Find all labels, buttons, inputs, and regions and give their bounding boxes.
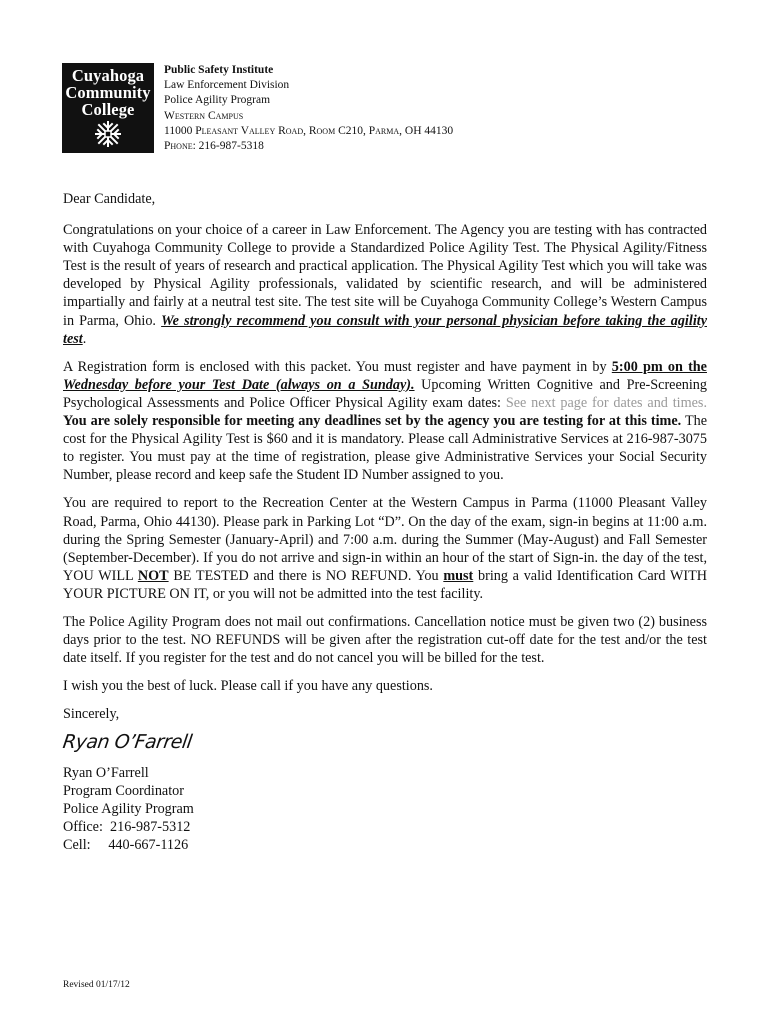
paragraph-reporting <box>63 494 707 603</box>
paragraph-good-luck: I wish you the best of luck. Please call if you have any questions. <box>63 678 433 695</box>
division-name: Law Enforcement Division <box>164 79 290 92</box>
reporting-text-c: bring a valid Identification Card WITH YOUR PICTURE ON IT, or you will not be admitted into the test facility. <box>63 567 707 602</box>
signer-title: Program Coordinator <box>63 782 184 799</box>
program-name: Police Agility Program <box>164 94 271 107</box>
closing: Sincerely, <box>63 706 120 723</box>
letterhead <box>164 63 453 154</box>
registration-text-b: Upcoming Written Cognitive and Pre-Screening Psychological Assessments and Police Officer Physical Agility exam dates: <box>63 376 707 411</box>
registration-text-a: A Registration form is enclosed with this packet. You must register and have payment in by <box>63 358 612 375</box>
signature: Ryan O’Farrell <box>61 731 194 754</box>
intro-end: . <box>82 330 87 347</box>
reporting-text-b: BE TESTED and there is NO REFUND. You <box>168 567 444 584</box>
org-name: Public Safety Institute <box>164 64 274 76</box>
deadline-time: 5:00 pm on the <box>611 358 707 375</box>
letter-body <box>63 190 707 854</box>
revision-date: Revised 01/17/12 <box>63 980 130 990</box>
cell-phone: Cell: 440-667-1126 <box>63 836 189 853</box>
campus-name: Western Campus <box>164 109 244 122</box>
reporting-text-a: You are required to report to the Recreation Center at the Western Campus in Parma (11000 Pleasant Valley Road, Parma, Ohio 44130). Please park in Parking Lot “D”. On the day of the exam, sign-in begins at 11:00 a.m. during the Spring Semester (January-April) and 7:00 a.m. during the Summer (May-August) and Fall Semester (September-December). If you do not arrive and sign-in within an hour of the start of Sign-in. the day of the test, YOU WILL <box>63 495 707 584</box>
logo-line-3: College <box>81 100 135 119</box>
campus-address: 11000 Pleasant Valley Road, Room C210, Parma, OH 44130 <box>164 124 454 137</box>
salutation: Dear Candidate, <box>63 191 156 207</box>
signer-name: Ryan O’Farrell <box>63 764 149 781</box>
deadline-day: Wednesday before your Test Date (always on a Sunday). <box>63 376 415 393</box>
logo-line-1: Cuyahoga <box>71 66 145 85</box>
must-emphasis: must <box>443 567 474 584</box>
office-phone: Office: 216-987-5312 <box>63 818 191 835</box>
signer-program: Police Agility Program <box>63 800 194 817</box>
not-emphasis: NOT <box>137 567 169 584</box>
registration-text-c: The cost for the Physical Agility Test is $60 and it is mandatory. Please call Administrative Services at 216-987-3075 to register. You must pay at the time of registration, please give Administrative Services your Social Security Number, please record and keep safe the Student ID Number assigned to you. <box>63 413 707 484</box>
college-logo <box>62 63 154 153</box>
campus-phone: Phone: 216-987-5318 <box>164 140 264 153</box>
see-next-page-note: See next page for dates and times. <box>505 394 708 411</box>
signature-block <box>63 764 707 854</box>
paragraph-registration <box>63 358 707 485</box>
physician-recommendation: We strongly recommend you consult with your personal physician before taking the agility test <box>63 312 707 347</box>
paragraph-cancellation: The Police Agility Program does not mail out confirmations. Cancellation notice must be given two (2) business days prior to the test. NO REFUNDS will be given after the registration cut-off date for the test and/or the test date itself. If you register for the test and do not cancel you will be billed for the test. <box>63 613 707 667</box>
logo-line-2: Community <box>65 83 151 102</box>
paragraph-intro <box>63 221 707 348</box>
snowflake-emblem-icon <box>95 121 121 147</box>
intro-text: Congratulations on your choice of a career in Law Enforcement. The Agency you are testing with has contracted with Cuyahoga Community College to provide a Standardized Police Agility Test. The Physical Agility/Fitness Test is the result of years of research and practical application. The Physical Agility Test which you will take was developed by Physical Agility professionals, validated by scientific research, and will be administered impartially and fairly at a neutral test site. The test site will be Cuyahoga Community College’s Western Campus in Parma, Ohio. <box>63 222 707 329</box>
responsibility-notice: You are solely responsible for meeting any deadlines set by the agency you are testing for at this time. <box>63 413 682 430</box>
